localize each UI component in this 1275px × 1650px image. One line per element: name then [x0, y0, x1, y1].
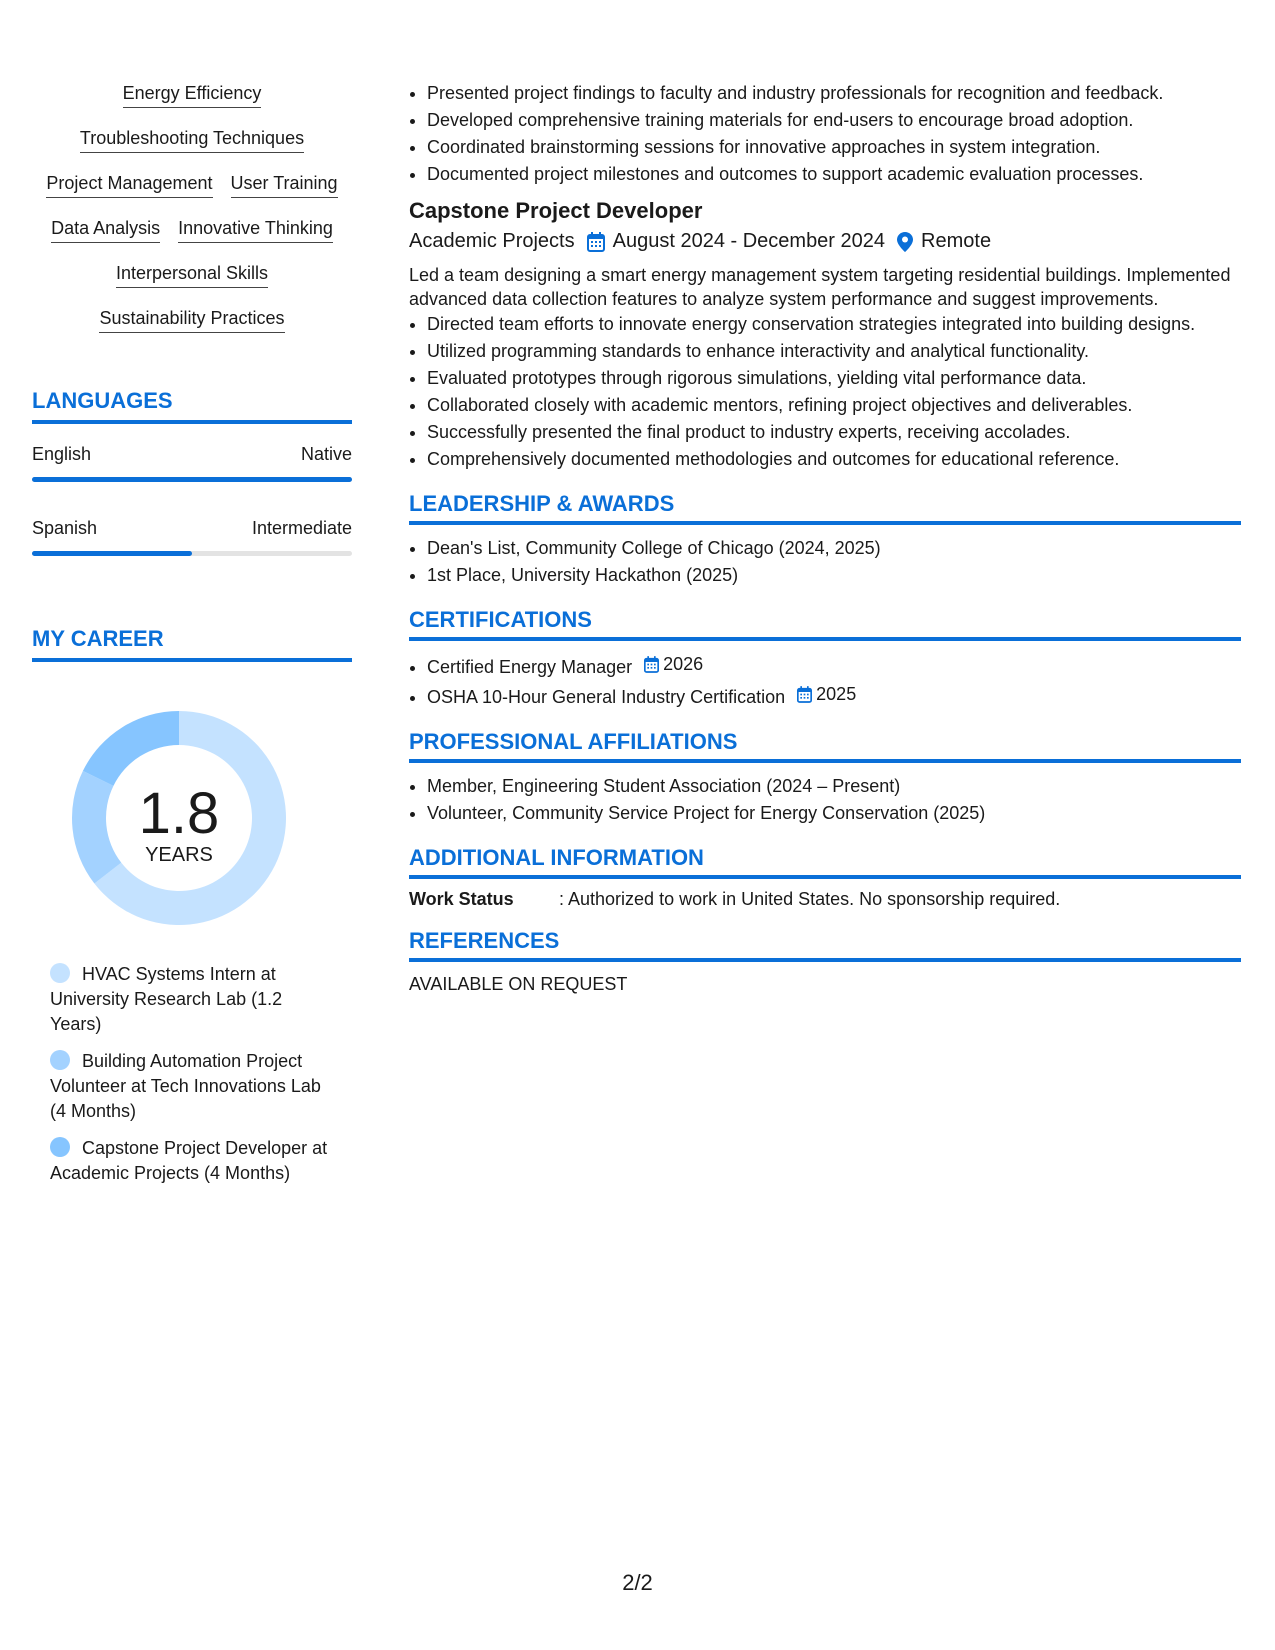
career-total: 1.8: [138, 781, 220, 846]
language-name: English: [32, 444, 92, 464]
work-status-row: [409, 889, 1241, 910]
certification-item: [427, 681, 1241, 711]
job-entry: [409, 198, 1241, 473]
career-legend-label: Capstone Project Developer at Academic Projects (4 Months): [50, 1138, 328, 1183]
certification-date: [644, 651, 703, 678]
language-row: [32, 444, 352, 465]
career-donut-chart: [67, 706, 291, 930]
bullet-item: • Volunteer, Community Service Project for Energy Conservation (2025): [427, 800, 1241, 827]
skill-tag: Data Analysis: [51, 217, 160, 243]
bullet-item: • Member, Engineering Student Association (2024 – Present): [427, 773, 1241, 800]
left-column: [32, 82, 352, 1198]
career-legend-label: HVAC Systems Intern at University Research Lab (1.2 Years): [50, 964, 283, 1034]
skill-tag: Sustainability Practices: [99, 307, 284, 333]
career-legend-item: [50, 1136, 330, 1186]
skills-list: [32, 82, 352, 352]
job-location: Remote: [921, 230, 992, 252]
references-text: AVAILABLE ON REQUEST: [409, 974, 628, 994]
language-level: Native: [300, 444, 352, 464]
career-section: [32, 626, 352, 1186]
languages-list: [32, 444, 352, 556]
certification-item: [427, 651, 1241, 681]
additional-heading: ADDITIONAL INFORMATION: [409, 845, 1241, 879]
legend-dot-icon: [50, 963, 70, 983]
bullet-item: • Dean's List, Community College of Chicago (2024, 2025): [427, 535, 1241, 562]
skill-row: [32, 262, 352, 307]
bullet-item: • Comprehensively documented methodologies and outcomes for educational reference.: [427, 446, 1241, 473]
certification-year: 2025: [816, 684, 857, 704]
calendar-icon: [797, 686, 812, 703]
skill-tag: Project Management: [46, 172, 212, 198]
right-column: [409, 80, 1241, 995]
language-proficiency-bar: [32, 551, 352, 556]
languages-heading: LANGUAGES: [32, 388, 352, 424]
certification-year: 2026: [663, 654, 704, 674]
calendar-icon: [644, 656, 659, 673]
bullet-item: • Utilized programming standards to enhance interactivity and analytical functionality.: [427, 338, 1241, 365]
certifications-section: [409, 607, 1241, 711]
legend-dot-icon: [50, 1050, 70, 1070]
certification-date: [797, 681, 856, 708]
work-status-value: : Authorized to work in United States. No sponsorship required.: [559, 889, 1061, 909]
language-item: [32, 444, 352, 482]
previous-job-bullets: [409, 80, 1241, 188]
career-legend-item: [50, 962, 330, 1037]
certification-name: Certified Energy Manager: [427, 657, 633, 677]
affiliations-heading: PROFESSIONAL AFFILIATIONS: [409, 729, 1241, 763]
job-dates: August 2024 - December 2024: [612, 230, 886, 252]
bullet-item: • Collaborated closely with academic mentors, refining project objectives and deliverables.: [427, 392, 1241, 419]
calendar-icon: [587, 232, 605, 252]
page-number: 2/2: [622, 1570, 653, 1595]
bullet-item: • Directed team efforts to innovate energy conservation strategies integrated into building designs.: [427, 311, 1241, 338]
skill-tag: Interpersonal Skills: [116, 262, 268, 288]
career-legend-item: [50, 1049, 330, 1124]
job-meta: [409, 230, 1241, 253]
bullet-item: • Coordinated brainstorming sessions for innovative approaches in system integration.: [427, 134, 1241, 161]
language-item: [32, 518, 352, 556]
additional-section: [409, 845, 1241, 910]
awards-list: [409, 535, 1241, 589]
skill-tag: Troubleshooting Techniques: [80, 127, 304, 153]
skill-row: [32, 217, 352, 262]
language-proficiency-fill: [32, 477, 352, 482]
legend-dot-icon: [50, 1137, 70, 1157]
affiliations-list: [409, 773, 1241, 827]
awards-section: [409, 491, 1241, 589]
bullet-item: • Documented project milestones and outcomes to support academic evaluation processes.: [427, 161, 1241, 188]
skill-row: [32, 307, 352, 352]
bullet-item: • Presented project findings to faculty and industry professionals for recognition and feedback.: [427, 80, 1241, 107]
skill-row: [32, 82, 352, 127]
references-section: [409, 928, 1241, 995]
bullet-item: • Evaluated prototypes through rigorous simulations, yielding vital performance data.: [427, 365, 1241, 392]
job-bullets: [409, 311, 1241, 473]
certifications-list: [409, 651, 1241, 711]
language-proficiency-fill: [32, 551, 192, 556]
skill-tag: Innovative Thinking: [178, 217, 333, 243]
language-row: [32, 518, 352, 539]
career-legend: [50, 962, 330, 1186]
awards-heading: LEADERSHIP & AWARDS: [409, 491, 1241, 525]
language-proficiency-bar: [32, 477, 352, 482]
bullet-item: • 1st Place, University Hackathon (2025): [427, 562, 1241, 589]
certification-name: OSHA 10-Hour General Industry Certification: [427, 687, 786, 707]
career-legend-label: Building Automation Project Volunteer at Tech Innovations Lab (4 Months): [50, 1051, 321, 1121]
affiliations-section: [409, 729, 1241, 827]
references-heading: REFERENCES: [409, 928, 1241, 962]
career-donut-center: [67, 706, 291, 930]
languages-section: [32, 388, 352, 556]
certifications-heading: CERTIFICATIONS: [409, 607, 1241, 641]
career-heading: MY CAREER: [32, 626, 352, 662]
bullet-item: • Successfully presented the final product to industry experts, receiving accolades.: [427, 419, 1241, 446]
skill-row: [32, 127, 352, 172]
language-name: Spanish: [32, 518, 98, 538]
language-level: Intermediate: [251, 518, 352, 538]
work-status-label: Work Status: [409, 889, 514, 909]
location-pin-icon: [897, 232, 913, 252]
job-company: Academic Projects: [409, 230, 575, 252]
career-unit: YEARS: [145, 844, 213, 866]
skill-tag: Energy Efficiency: [123, 82, 262, 108]
skill-tag: User Training: [231, 172, 338, 198]
job-title: Capstone Project Developer: [409, 198, 703, 223]
job-description: Led a team designing a smart energy management system targeting residential buildings. Implemented advanced data collection features to analyze system performance and suggest improvements.: [409, 265, 1231, 309]
bullet-item: • Developed comprehensive training materials for end-users to encourage broad adoption.: [427, 107, 1241, 134]
skill-row: [32, 172, 352, 217]
